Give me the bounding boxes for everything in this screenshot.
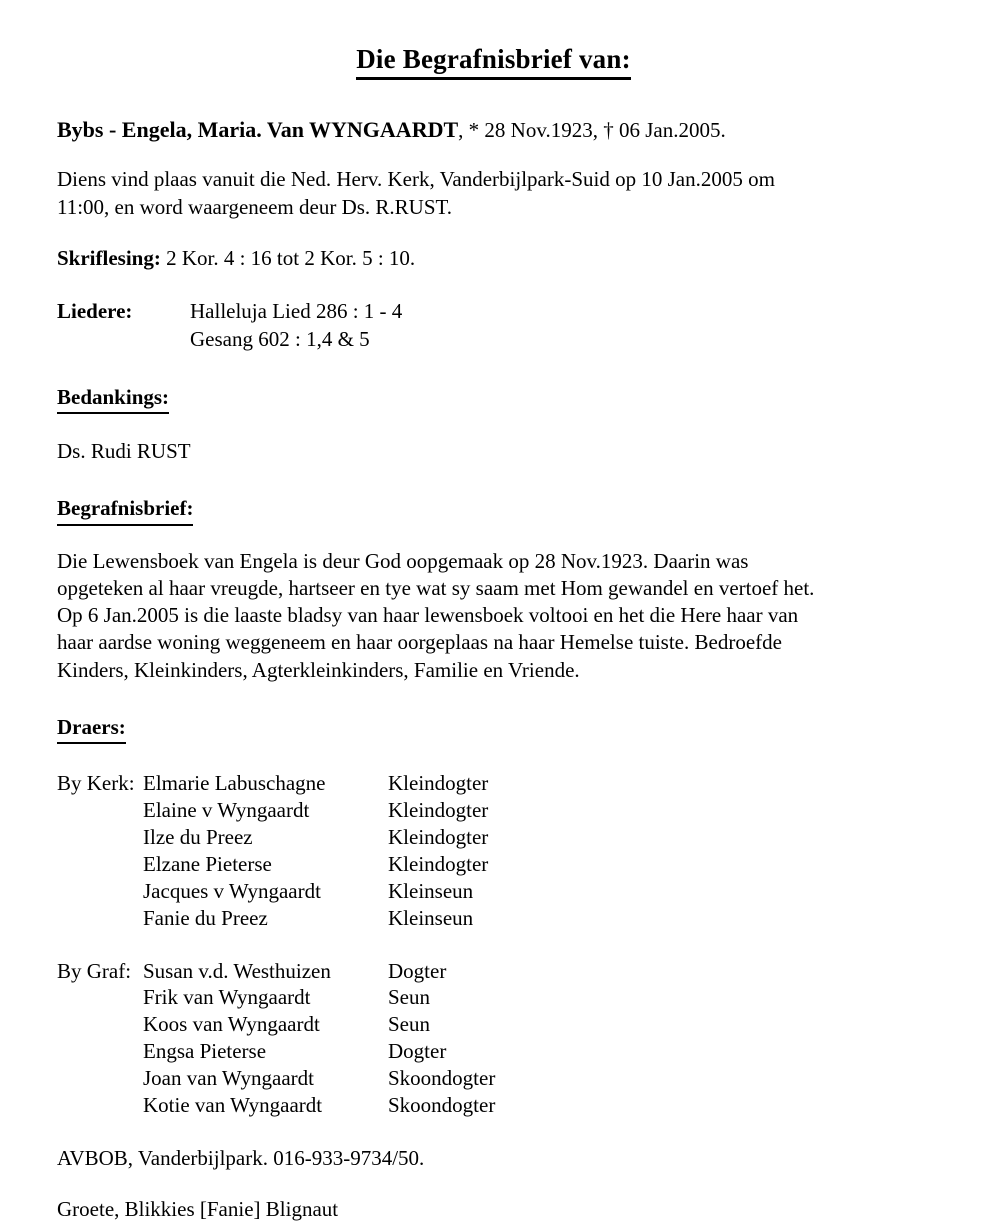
bearers-section [57, 770, 927, 1119]
bearer-group-label-spacer [57, 878, 143, 905]
bearer-group-label: By Kerk: [57, 771, 135, 796]
bearer-group-grave [57, 958, 927, 1119]
service-details-paragraph: Diens vind plaas vanuit die Ned. Herv. Kerk, Vanderbijlpark-Suid op 10 Jan.2005 om 11:00, en word waargeneem deur Ds. R.RUST. [57, 167, 775, 219]
bearer-name: Kotie van Wyngaardt [143, 1092, 323, 1117]
bearer-group-church [57, 770, 927, 931]
bearers-heading [57, 714, 927, 744]
bearer-relation: Kleinseun [388, 878, 474, 903]
scripture-label: Skriflesing: [57, 245, 161, 270]
bearer-group-label-spacer [57, 984, 143, 1011]
hymns-list [190, 298, 402, 353]
hymns-label: Liedere: [57, 299, 133, 324]
bearer-name: Elzane Pieterse [143, 851, 272, 876]
deceased-dates: , * 28 Nov.1923, † 06 Jan.2005. [458, 117, 726, 142]
bearer-name: Elmarie Labuschagne [143, 771, 326, 796]
bearer-name: Frik van Wyngaardt [143, 985, 311, 1010]
bearer-group-label-spacer [57, 797, 143, 824]
bearer-name: Jacques v Wyngaardt [143, 878, 321, 903]
bearer-name: Elaine v Wyngaardt [143, 798, 310, 823]
hymns-section [57, 298, 927, 353]
thanks-heading [57, 384, 927, 414]
bearer-name: Ilze du Preez [143, 825, 253, 850]
bearer-name: Joan van Wyngaardt [143, 1066, 314, 1091]
undertaker-line: AVBOB, Vanderbijlpark. 016-933-9734/50. [57, 1145, 425, 1170]
deceased-name-line [57, 116, 927, 145]
thanks-entry: Ds. Rudi RUST [57, 438, 191, 463]
bearer-relation: Kleindogter [388, 825, 489, 850]
table-row [57, 824, 927, 851]
letter-body-paragraph: Die Lewensboek van Engela is deur God oopgemaak op 28 Nov.1923. Daarin was opgeteken al haar vreugde, hartseer en tye wat sy saam met Hom gewandel en vertoef het. Op 6 Jan.2005 is die laaste bladsy van haar lewensboek voltooi en het die Here haar van haar aardse woning weggeneem en haar oorgeplaas na haar Hemelse tuiste. Bedroefde Kinders, Kleinkinders, Agterkleinkinders, Familie en Vriende. [57, 548, 815, 682]
bearer-group-label-spacer [57, 1038, 143, 1065]
bearer-relation: Kleindogter [388, 851, 489, 876]
table-row [57, 797, 927, 824]
bearer-relation: Kleindogter [388, 771, 489, 796]
deceased-name: Bybs - Engela, Maria. Van WYNGAARDT [57, 116, 459, 142]
table-row [57, 984, 927, 1011]
scripture-value: 2 Kor. 4 : 16 tot 2 Kor. 5 : 10. [160, 245, 416, 270]
bearer-relation: Seun [388, 985, 430, 1010]
bearer-group-label-spacer [57, 1092, 143, 1119]
bearer-name: Susan v.d. Westhuizen [143, 958, 331, 983]
page-title [0, 0, 987, 80]
page-title-text: Die Begrafnisbrief van: [356, 45, 631, 80]
bearer-relation: Dogter [388, 1039, 447, 1064]
table-row [57, 878, 927, 905]
bearers-heading-text: Draers: [57, 714, 126, 744]
thanks-heading-text: Bedankings: [57, 384, 169, 414]
bearer-name: Engsa Pieterse [143, 1039, 267, 1064]
bearer-name: Koos van Wyngaardt [143, 1012, 320, 1037]
letter-heading [57, 495, 927, 525]
bearer-relation: Kleindogter [388, 798, 489, 823]
bearer-group-label-spacer [57, 1065, 143, 1092]
table-row [57, 958, 927, 985]
hymn-item: Gesang 602 : 1,4 & 5 [190, 326, 370, 351]
bearer-relation: Dogter [388, 958, 447, 983]
bearer-group-label-spacer [57, 905, 143, 932]
table-row [57, 1092, 927, 1119]
table-row [57, 770, 927, 797]
bearer-group-label-spacer [57, 824, 143, 851]
bearer-relation: Skoondogter [388, 1092, 496, 1117]
bearer-relation: Skoondogter [388, 1066, 496, 1091]
table-row [57, 851, 927, 878]
signoff-line: Groete, Blikkies [Fanie] Blignaut [57, 1197, 339, 1222]
bearer-group-label-spacer [57, 1011, 143, 1038]
bearer-name: Fanie du Preez [143, 905, 268, 930]
table-row [57, 905, 927, 932]
letter-heading-text: Begrafnisbrief: [57, 495, 193, 525]
bearer-relation: Kleinseun [388, 905, 474, 930]
table-row [57, 1038, 927, 1065]
table-row [57, 1065, 927, 1092]
hymn-item: Halleluja Lied 286 : 1 - 4 [190, 299, 403, 324]
scripture-reading-line [57, 245, 927, 272]
bearer-group-label-spacer [57, 851, 143, 878]
bearer-group-label: By Graf: [57, 958, 132, 983]
table-row [57, 1011, 927, 1038]
bearer-relation: Seun [388, 1012, 430, 1037]
